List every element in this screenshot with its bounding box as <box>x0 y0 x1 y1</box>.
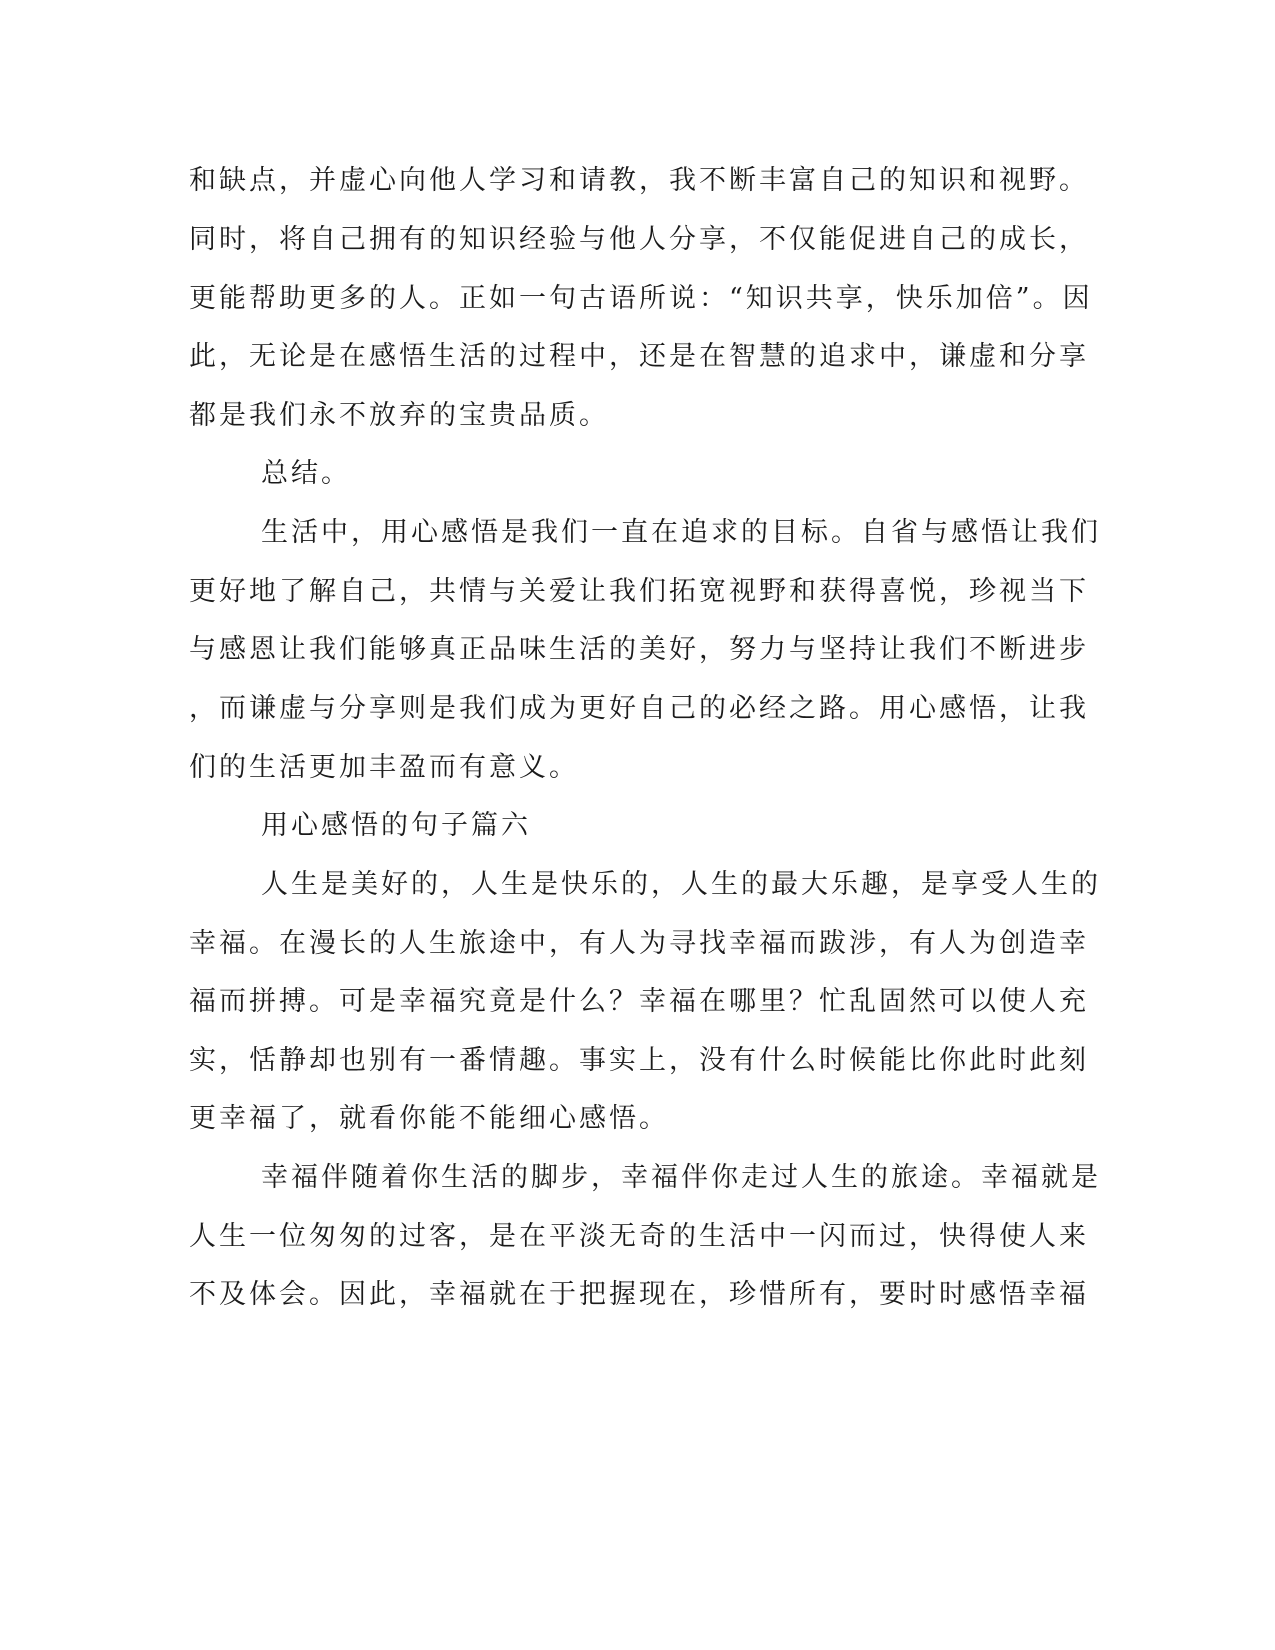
text-line: 不及体会。因此，幸福就在于把握现在，珍惜所有，要时时感悟幸福 <box>189 1279 1089 1310</box>
text-line: ，而谦虚与分享则是我们成为更好自己的必经之路。用心感悟，让我 <box>189 693 1089 724</box>
text-line: 都是我们永不放弃的宝贵品质。 <box>189 400 609 431</box>
text-line: 人生是美好的，人生是快乐的，人生的最大乐趣，是享受人生的 <box>261 869 1101 900</box>
text-line: 更好地了解自己，共情与关爱让我们拓宽视野和获得喜悦，珍视当下 <box>189 576 1089 607</box>
text-line: 幸福伴随着你生活的脚步，幸福伴你走过人生的旅途。幸福就是 <box>261 1162 1101 1193</box>
text-line: 更能帮助更多的人。正如一句古语所说：“知识共享，快乐加倍”。因 <box>189 283 1093 314</box>
text-line: 同时，将自己拥有的知识经验与他人分享，不仅能促进自己的成长， <box>189 224 1089 255</box>
text-line: 和缺点，并虚心向他人学习和请教，我不断丰富自己的知识和视野。 <box>189 165 1089 196</box>
section-heading: 总结。 <box>261 458 351 489</box>
text-line: 生活中，用心感悟是我们一直在追求的目标。自省与感悟让我们 <box>261 517 1101 548</box>
text-line: 幸福。在漫长的人生旅途中，有人为寻找幸福而跋涉，有人为创造幸 <box>189 928 1089 959</box>
text-line: 人生一位匆匆的过客，是在平淡无奇的生活中一闪而过，快得使人来 <box>189 1221 1089 1252</box>
text-line: 更幸福了，就看你能不能细心感悟。 <box>189 1103 669 1134</box>
text-line: 此，无论是在感悟生活的过程中，还是在智慧的追求中，谦虚和分享 <box>189 341 1089 372</box>
section-heading: 用心感悟的句子篇六 <box>261 810 531 841</box>
text-line: 福而拼搏。可是幸福究竟是什么？幸福在哪里？忙乱固然可以使人充 <box>189 986 1089 1017</box>
text-line: 们的生活更加丰盈而有意义。 <box>189 752 579 783</box>
text-line: 与感恩让我们能够真正品味生活的美好，努力与坚持让我们不断进步 <box>189 634 1089 665</box>
text-line: 实，恬静却也别有一番情趣。事实上，没有什么时候能比你此时此刻 <box>189 1045 1089 1076</box>
